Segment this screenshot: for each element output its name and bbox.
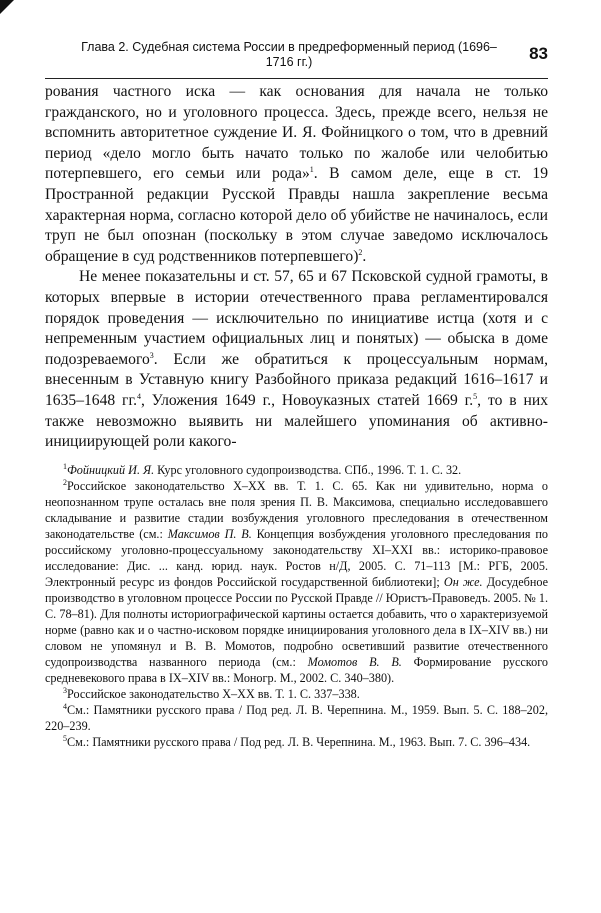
main-text [45, 82, 548, 453]
footnote-2: $^2$Российское законодательство X–XX вв. Т. 1. С. 65. Как ни удивительно, норма о неопознанном трупе осталась вне поля зрения П. В. Максимова, специально исследовавшего складывание и развитие стадии возбуждения уголовного преследования в отечественном законодательстве (см.: Максимов П. В. Концепция возбуждения уголовного преследования по российскому уголовно-процессуальному законодательству XI–XXI вв.: историко-правовое исследование: Дис. ... канд. юрид. наук. Ростов н/Д, 2005. С. 71–113 [М.: РГБ, 2005. Электронный ресурс из фондов Российской государственной библиотеки]; Он же. Досудебное производство в уголовном процессе России по Русской Правде // Юристъ-Правоведъ. 2005. № 1. С. 78–81). Для полноты историографической картины остается добавить, что о характеризуемой норме (равно как и о частно-исковом порядке инициирования уголовного дела в IX–XIV вв.) ни словом не упомянул и В. В. Момотов, подробно осветивший развитие отечественного судопроизводства названного периода (см.: Момотов В. В. Формирование русского средневекового права в IX–XIV вв.: Моногр. М., 2002. С. 340–380). [45, 477, 548, 685]
footnote-ref: 4 [137, 391, 141, 401]
chapter-title: Глава 2. Судебная система России в предреформенный период (1696–1716 гг.) [81, 40, 497, 69]
page-number: 83 [529, 44, 548, 63]
footnote-ref: 2 [358, 247, 363, 257]
running-header [60, 40, 548, 70]
footnote-4: $^4$См.: Памятники русского права / Под ред. Л. В. Черепнина. М., 1959. Вып. 5. С. 188–202, 220–239. [45, 701, 548, 733]
footnote-ref: 5 [473, 391, 478, 401]
corner-mark [0, 0, 14, 14]
footnote-ref: 3 [149, 350, 154, 360]
header-divider [45, 78, 548, 79]
footnotes [45, 462, 548, 750]
footnote-ref: 1 [309, 165, 314, 175]
footnote-1: $^1$Фойницкий И. Я. Курс уголовного судопроизводства. СПб., 1996. Т. 1. С. 32. [63, 461, 462, 477]
footnote-3: $^3$Российское законодательство X–XX вв. Т. 1. С. 337–338. [63, 685, 360, 701]
paragraph-2: Не менее показательны и ст. 57, 65 и 67 Псковской судной грамоты, в которых впервые в истории отечественного права регламентировался порядок проведения — исключительно по инициативе истца (хотя и с непременным участием официальных лиц и понятых) — обыска в доме подозреваемого$^3$. Если же обратиться к процессуальным нормам, внесенным в Уставную книгу Разбойного приказа редакций 1616–1617 и 1635–1648 гг.$^4$, Уложения 1649 г., Новоуказных статей 1669 г.$^5$, то в них также невозможно выявить ни малейшего упоминания об активно-инициирующей роли какого- [45, 268, 548, 451]
paragraph-1: рования частного иска — как основания для начала не только гражданского, но и уголовного процесса. Здесь, прежде всего, нельзя не вспомнить авторитетное суждение И. Я. Фойницкого о том, что в древний период «дело могло быть начато только по жалобе или челобитью потерпевшего, его семьи или рода»$^1$. В самом деле, еще в ст. 19 Пространной редакции Русской Правды нашла закрепление весьма характерная норма, согласно которой дело об убийстве не начиналось, если труп не был опознан (поскольку в этом случае заведомо исключалось обращение в суд родственников потерпевшего)$^2$. [45, 83, 548, 265]
footnote-5: $^5$См.: Памятники русского права / Под ред. Л. В. Черепнина. М., 1963. Вып. 7. С. 396–434. [63, 733, 531, 749]
